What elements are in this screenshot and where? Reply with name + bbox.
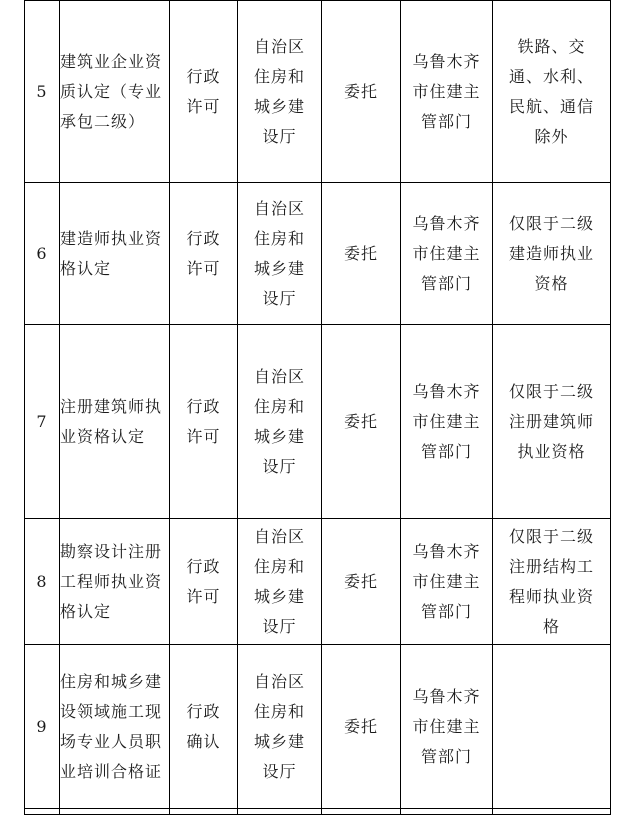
remark: 仅限于二级注册结构工程师执业资格 (493, 519, 611, 645)
remark: 仅限于二级注册建筑师执业资格 (493, 325, 611, 519)
receiving-body: 乌鲁木齐市住建主管部门 (401, 519, 493, 645)
remark: 铁路、交通、水利、民航、通信除外 (493, 1, 611, 183)
receiving-body: 乌鲁木齐市住建主管部门 (401, 183, 493, 325)
delegation-mode: 委托 (322, 1, 401, 183)
item-name: 勘察设计注册工程师执业资格认定 (60, 519, 170, 645)
receiving-body: 乌鲁木齐市住建主管部门 (401, 325, 493, 519)
issuing-department: 自治区住房和城乡建设厅 (238, 645, 322, 809)
issuing-department: 自治区住房和城乡建设厅 (238, 183, 322, 325)
row-number: 8 (25, 519, 60, 645)
item-type: 行政许可 (170, 183, 238, 325)
item-type: 行政许可 (170, 325, 238, 519)
row-number: 7 (25, 325, 60, 519)
issuing-department: 自治区住房和城乡建设厅 (238, 519, 322, 645)
receiving-body: 乌鲁木齐市住建主管部门 (401, 645, 493, 809)
item-type: 行政许可 (170, 519, 238, 645)
table-row (25, 325, 611, 519)
item-type: 行政许可 (170, 1, 238, 183)
delegation-mode: 委托 (322, 519, 401, 645)
delegation-mode: 委托 (322, 645, 401, 809)
row-number: 9 (25, 645, 60, 809)
remark (493, 645, 611, 809)
item-name: 住房和城乡建设领域施工现场专业人员职业培训合格证 (60, 645, 170, 809)
receiving-body: 乌鲁木齐市住建主管部门 (401, 1, 493, 183)
item-name: 注册建筑师执业资格认定 (60, 325, 170, 519)
table-row (25, 1, 611, 183)
issuing-department: 自治区住房和城乡建设厅 (238, 1, 322, 183)
delegation-mode: 委托 (322, 183, 401, 325)
row-number: 5 (25, 1, 60, 183)
issuing-department: 自治区住房和城乡建设厅 (238, 325, 322, 519)
delegation-table (24, 0, 611, 815)
item-name: 建造师执业资格认定 (60, 183, 170, 325)
table-row (25, 645, 611, 809)
delegation-mode: 委托 (322, 325, 401, 519)
remark: 仅限于二级建造师执业资格 (493, 183, 611, 325)
table-row (25, 519, 611, 645)
row-number: 6 (25, 183, 60, 325)
table-row (25, 183, 611, 325)
item-type: 行政确认 (170, 645, 238, 809)
item-name: 建筑业企业资质认定（专业承包二级） (60, 1, 170, 183)
